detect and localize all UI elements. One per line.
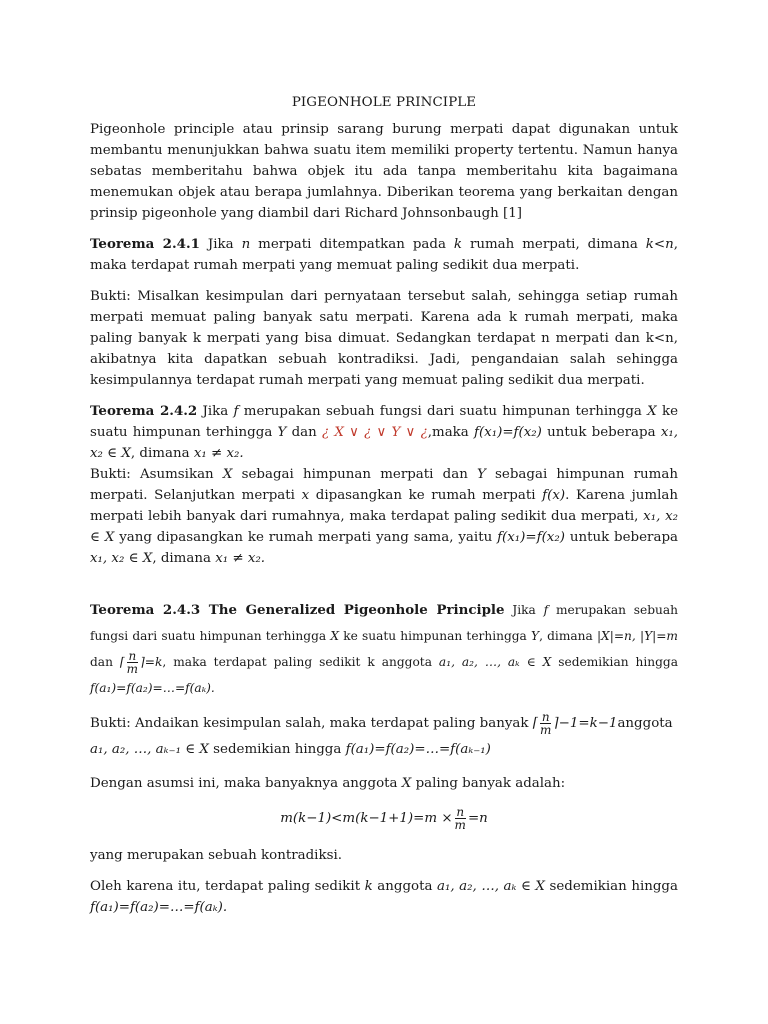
math-expr: f(a₁)=f(a₂)=…=f(aₖ). (90, 900, 228, 915)
contradiction-line: yang merupakan sebuah kontradiksi. (90, 848, 342, 863)
text: Bukti: Andaikan kesimpulan salah, maka terdapat paling banyak (90, 716, 533, 731)
text: Oleh karena itu, terdapat paling sedikit (90, 879, 365, 894)
math-var: X (401, 776, 412, 791)
text: rumah merpati, dimana (462, 237, 646, 252)
text: merupakan sebuah fungsi dari suatu himpunan terhingga (90, 603, 678, 643)
assumption-line (90, 773, 678, 794)
text: . Karena jumlah merpati lebih banyak dari rumahnya, maka terdapat paling sedikit dua merpati, (90, 488, 678, 524)
math-expr: a₁, a₂, …, aₖ ∈ X (437, 879, 545, 894)
text: Bukti: Asumsikan (90, 467, 223, 482)
text: , dimana (152, 551, 216, 566)
text: untuk beberapa (541, 425, 661, 440)
text: ,maka (427, 425, 474, 440)
fraction (127, 650, 138, 675)
display-formula (90, 806, 678, 831)
formula-right: =n (467, 811, 488, 826)
math-expr: k<n (645, 237, 674, 252)
fraction-numerator: n (541, 710, 550, 724)
ceiling-left: ⌈ (119, 655, 125, 669)
text: untuk beberapa (564, 530, 678, 545)
fraction-numerator: n (456, 805, 465, 819)
text: anggota (617, 716, 673, 731)
theorem-2-4-2 (90, 401, 678, 464)
math-var: x (301, 488, 310, 503)
math-expr: f(a₁)=f(a₂)=…=f(aₖ₋₁) (345, 742, 491, 757)
text: , dimana (539, 629, 597, 643)
text: yang dipasangkan ke rumah merpati yang sama, yaitu (114, 530, 498, 545)
math-var: f (543, 603, 549, 617)
math-expr: f(a₁)=f(a₂)=…=f(aₖ). (90, 681, 215, 695)
math-expr: x₁, x₂ ∈ X (90, 425, 678, 461)
math-var: Y (477, 467, 486, 482)
text: merupakan sebuah fungsi dari suatu himpunan terhingga (238, 404, 648, 419)
text: ke suatu himpunan terhingga (90, 404, 679, 440)
math-var: X (222, 467, 233, 482)
text: Jika (504, 603, 544, 617)
fraction-denominator: m (454, 818, 466, 832)
math-expr: a₁, a₂, …, aₖ ∈ X (438, 655, 552, 669)
text: dan (90, 655, 120, 669)
text: Dengan asumsi ini, maka banyaknya anggota (90, 776, 402, 791)
fraction-numerator: n (128, 649, 137, 663)
formula-left: m(k−1)<m(k−1+1)=m × (280, 811, 453, 826)
math-var: Y (531, 629, 540, 643)
fraction (455, 806, 466, 831)
math-expr: x₁ ≠ x₂. (193, 446, 244, 461)
math-var: n (241, 237, 251, 252)
ceiling-right: ⌉=k (140, 655, 163, 669)
theorem-label: Teorema 2.4.2 (90, 403, 198, 419)
text: merpati ditempatkan pada (250, 237, 454, 252)
math-var: X (330, 629, 340, 643)
theorem-label: Teorema 2.4.1 (90, 236, 200, 252)
text: dan (286, 425, 322, 440)
math-expr: f(x₁)=f(x₂) (497, 530, 565, 545)
text: , maka terdapat rumah merpati yang memuat paling sedikit dua merpati. (90, 237, 678, 273)
spacer (90, 579, 678, 597)
math-expr: x₁, x₂ ∈ X (90, 509, 678, 545)
text: , maka terdapat paling sedikit k anggota (162, 655, 439, 669)
fraction-denominator: m (126, 662, 139, 676)
theorem-label: Teorema 2.4.3 The Generalized Pigeonhole Principle (90, 602, 505, 618)
math-var: k (453, 237, 462, 252)
garbled-math-expr: ¿ X ∨ ¿ ∨ Y ∨ ¿ (321, 425, 428, 440)
text: , dimana (130, 446, 194, 461)
fraction-denominator: m (540, 723, 552, 737)
intro-paragraph: Pigeonhole principle atau prinsip sarang burung merpati dapat digunakan untuk membantu menunjukkan bahwa suatu item memiliki property tertentu. Namun hanya sebatas memberitahu bahwa objek itu ada tanpa memberitahu kita bagaimana menemukan objek atau berapa jumlahnya. Diberikan teorema yang berkaitan dengan prinsip pigeonhole yang diambil dari Richard Johnsonbaugh [1] (90, 122, 678, 221)
ceiling-left: ⌈ (532, 716, 539, 731)
text: ke suatu himpunan terhingga (339, 629, 532, 643)
text: dipasangkan ke rumah merpati (309, 488, 543, 503)
text: paling banyak adalah: (411, 776, 566, 791)
math-var: X (647, 404, 657, 419)
text: Jika (199, 237, 242, 252)
conclusion-paragraph (90, 876, 678, 918)
math-var: Y (277, 425, 287, 440)
math-expr: f(x₁)=f(x₂) (474, 425, 542, 440)
text: sedemikian hingga (208, 742, 346, 757)
math-expr: x₁, x₂ ∈ X (90, 551, 153, 566)
proof-2-4-2 (90, 464, 678, 569)
ceiling-right: ⌉−1=k−1 (553, 716, 618, 731)
math-expr: x₁ ≠ x₂. (215, 551, 266, 566)
text: sedemikian hingga (544, 879, 678, 894)
math-var: f (233, 404, 239, 419)
theorem-2-4-3 (90, 597, 678, 701)
math-expr: |X|=n, |Y|=m (596, 629, 678, 643)
proof-2-4-1: Bukti: Misalkan kesimpulan dari pernyataan tersebut salah, sehingga setiap rumah merpati memuat paling banyak satu merpati. Karena ada k rumah merpati, maka paling banyak k merpati yang bisa dimuat. Sedangkan terdapat n merpati dan k<n, akibatnya kita dapatkan sebuah kontradiksi. Jadi, pengandaian salah sehingga kesimpulannya terdapat rumah merpati yang memuat paling sedikit dua merpati. (90, 289, 678, 388)
theorem-2-4-1 (90, 234, 678, 276)
text: anggota (372, 879, 438, 894)
math-var: k (364, 879, 373, 894)
math-expr: a₁, a₂, …, aₖ₋₁ ∈ X (90, 742, 209, 757)
text: Jika (197, 404, 234, 419)
text: sedemikian hingga (551, 655, 678, 669)
text: sebagai himpunan merpati dan (232, 467, 478, 482)
math-expr: f(x) (542, 488, 566, 503)
proof-2-4-3 (90, 711, 678, 763)
text: sebagai himpunan rumah merpati. Selanjutkan merpati (90, 467, 678, 503)
page-title: PIGEONHOLE PRINCIPLE (291, 95, 477, 110)
fraction (540, 711, 551, 736)
